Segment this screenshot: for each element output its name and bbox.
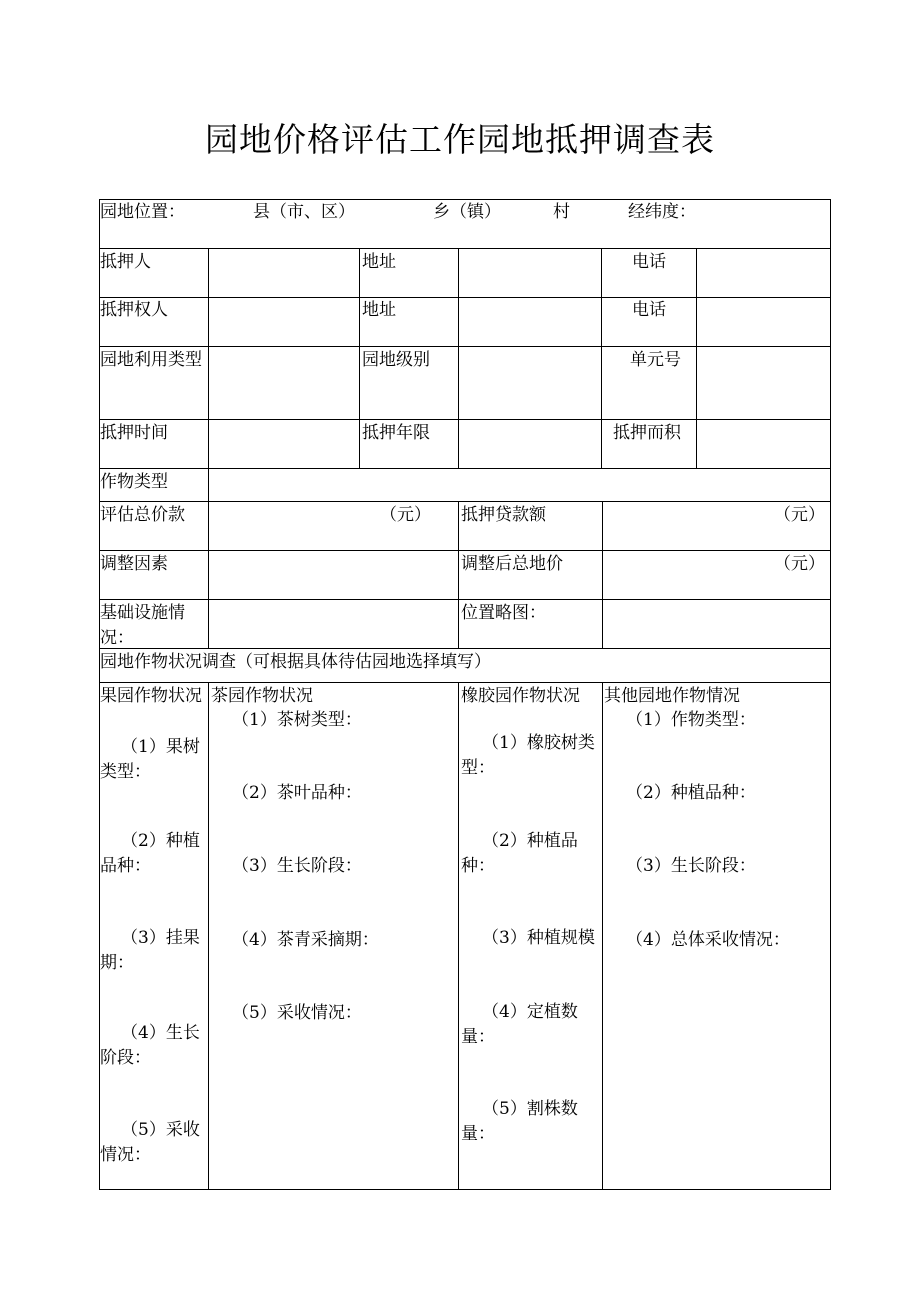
mortgage-time-label: 抵押时间 [100,423,168,443]
location-sketch-label: 位置略图： [461,603,546,623]
mortgagee-phone-label: 电话 [632,300,666,320]
other-item: （4）总体采收情况： [626,930,790,950]
tea-item: （1）茶树类型： [232,710,362,730]
total-value-unit: （元） [380,505,431,525]
col-line [208,248,209,469]
unit-no-label: 单元号 [630,350,681,370]
coords-label: 经纬度： [628,202,696,222]
infrastructure-label: 基础设施情况： [100,603,185,648]
col-line [696,248,697,469]
col-line [208,468,209,502]
other-item: （1）作物类型： [626,710,756,730]
rubber-item: （5）割株数量： [461,1099,578,1144]
tea-item: （2）茶叶品种： [232,783,362,803]
col-line [458,248,459,469]
orchard-item: （5）采收情况： [100,1120,200,1165]
col-line [601,248,602,469]
land-grade-label: 园地级别 [362,350,430,370]
col-line [208,501,209,649]
other-title: 其他园地作物情况 [604,686,740,706]
mortgage-area-label: 抵押而积 [613,423,681,443]
mortgagee-address-label: 地址 [362,300,396,320]
orchard-item: （2）种植品种： [100,831,200,876]
tea-item: （5）采收情况： [232,1003,362,1023]
col-line [458,682,459,1190]
rubber-item: （3）种植规模 [482,928,595,948]
page-title: 园地价格评估工作园地抵押调查表 [205,120,715,159]
tea-item: （3）生长阶段： [232,856,362,876]
rubber-item: （4）定植数量： [461,1002,578,1047]
township-label: 乡（镇） [433,202,501,222]
col-line [602,501,603,649]
mortgagor-address-label: 地址 [362,252,396,272]
tea-item: （4）茶青采摘期： [232,930,379,950]
rubber-item: （2）种植品种： [461,831,578,876]
tea-title: 茶园作物状况 [211,686,313,706]
orchard-item: （4）生长阶段： [100,1023,200,1068]
col-line [458,501,459,649]
village-label: 村 [553,202,570,222]
rubber-item: （1）橡胶树类型： [461,733,595,778]
table-border-right [830,199,831,1190]
adjusted-total-unit: （元） [774,554,825,574]
rubber-title: 橡胶园作物状况 [461,686,580,706]
mortgage-term-label: 抵押年限 [362,423,430,443]
crop-type-label: 作物类型 [100,472,168,492]
col-line [208,682,209,1190]
location-label: 园地位置： [100,202,185,222]
adjust-factor-label: 调整因素 [100,554,168,574]
mortgagor-label: 抵押人 [100,252,151,272]
survey-header: 园地作物状况调查（可根据具体待估园地选择填写） [100,652,491,672]
mortgagee-label: 抵押权人 [100,300,168,320]
mortgagor-phone-label: 电话 [632,252,666,272]
other-item: （2）种植品种： [626,783,756,803]
loan-amount-label: 抵押贷款额 [461,505,546,525]
land-use-type-label: 园地利用类型 [100,350,202,370]
adjusted-total-label: 调整后总地价 [461,554,563,574]
county-label: 县（市、区） [253,202,355,222]
col-line [359,248,360,469]
col-line [602,682,603,1190]
other-item: （3）生长阶段： [626,856,756,876]
loan-amount-unit: （元） [774,505,825,525]
orchard-item: （1）果树类型： [100,737,200,782]
total-value-label: 评估总价款 [100,505,185,525]
orchard-title: 果园作物状况 [100,686,202,706]
orchard-item: （3）挂果期： [100,928,200,973]
